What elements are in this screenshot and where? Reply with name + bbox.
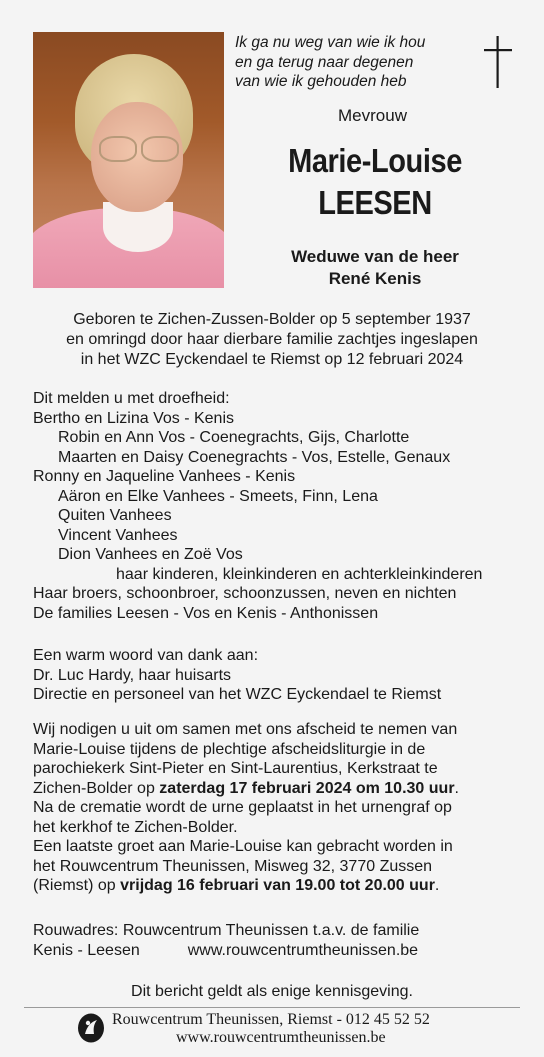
thanks-line: Directie en personeel van het WZC Eyckendael te Riemst: [33, 686, 442, 703]
detail-line: en omringd door haar dierbare familie zachtjes ingeslapen: [66, 331, 478, 348]
family-intro: Dit melden u met droefheid:: [33, 390, 230, 407]
thanks-line: Dr. Luc Hardy, haar huisarts: [33, 666, 232, 684]
cross-icon: [482, 36, 514, 88]
footer-contact: Rouwcentrum Theunissen, Riemst - 012 45 52 52: [112, 1011, 430, 1028]
poem: [235, 33, 475, 92]
invite-text: .: [454, 779, 459, 797]
family-line: Quiten Vanhees: [58, 507, 172, 524]
funeral-invitation: [33, 720, 523, 896]
family-line: Bertho en Lizina Vos - Kenis: [33, 409, 235, 427]
divider: [24, 1007, 520, 1008]
invite-text: .: [434, 877, 440, 894]
family-line: Vincent Vanhees: [58, 526, 178, 544]
visitation-datetime: vrijdag 16 februari van 19.00 tot 20.00 uur: [120, 877, 435, 894]
family-line: Dion Vanhees en Zoë Vos: [58, 546, 243, 563]
thanks-intro: Een warm woord van dank aan:: [33, 647, 259, 664]
family-line: haar kinderen, kleinkinderen en achterkleinkinderen: [116, 565, 483, 583]
poem-line: en ga terug naar degenen: [235, 53, 414, 71]
address-line: [33, 941, 523, 961]
poem-line: van wie ik gehouden heb: [235, 73, 407, 90]
first-name: Marie-Louise: [288, 142, 462, 179]
funeral-home-logo-icon: [76, 1012, 106, 1044]
invite-text: Zichen-Bolder op: [33, 779, 160, 797]
invite-line: Marie-Louise tijdens de plechtige afscheidsliturgie in de: [33, 740, 426, 758]
family-announcement: [33, 389, 523, 623]
thanks-section: [33, 646, 523, 705]
invite-text: (Riemst) op: [33, 877, 121, 894]
deceased-name: [265, 140, 485, 224]
family-line: Maarten en Daisy Coenegrachts - Vos, Estelle, Genaux: [58, 448, 451, 466]
widow-line: René Kenis: [328, 269, 422, 288]
portrait-photo: [33, 32, 224, 288]
poem-line: Ik ga nu weg van wie ik hou: [235, 34, 426, 51]
family-name: Kenis - Leesen: [33, 941, 140, 959]
website-link[interactable]: www.rouwcentrumtheunissen.be: [187, 941, 419, 959]
last-name: LEESEN: [318, 184, 432, 221]
detail-line: Geboren te Zichen-Zussen-Bolder op 5 september 1937: [73, 311, 471, 328]
salutation: Mevrouw: [338, 106, 407, 125]
invite-line: [33, 876, 523, 896]
family-line: De families Leesen - Vos en Kenis - Anthonissen: [33, 604, 379, 622]
invite-line: het kerkhof te Zichen-Bolder.: [33, 818, 238, 836]
address-line: Rouwadres: Rouwcentrum Theunissen t.a.v. de familie: [33, 922, 420, 939]
invite-line: [33, 779, 523, 799]
detail-line: in het WZC Eyckendael te Riemst op 12 februari 2024: [80, 351, 464, 368]
notice-text: Dit bericht geldt als enige kennisgeving.: [131, 983, 413, 1000]
funeral-home-footer: [112, 1011, 430, 1047]
invite-line: het Rouwcentrum Theunissen, Misweg 32, 3770 Zussen: [33, 857, 433, 875]
invite-line: Een laatste groet aan Marie-Louise kan gebracht worden in: [33, 838, 453, 855]
family-line: Robin en Ann Vos - Coenegrachts, Gijs, Charlotte: [58, 429, 410, 446]
mourning-address: [33, 921, 523, 960]
service-datetime: zaterdag 17 februari 2024 om 10.30 uur: [159, 779, 455, 797]
footer-website[interactable]: www.rouwcentrumtheunissen.be: [176, 1029, 386, 1046]
family-line: Ronny en Jaqueline Vanhees - Kenis: [33, 468, 296, 485]
invite-line: Wij nodigen u uit om samen met ons afscheid te nemen van: [33, 721, 458, 738]
widow-line: Weduwe van de heer: [291, 247, 459, 266]
invite-line: Na de crematie wordt de urne geplaatst in het urnengraf op: [33, 799, 452, 816]
family-line: Aäron en Elke Vanhees - Smeets, Finn, Lena: [58, 487, 378, 505]
birth-death-details: [0, 310, 544, 370]
widow-of: [250, 246, 500, 290]
invite-line: parochiekerk Sint-Pieter en Sint-Laurentius, Kerkstraat te: [33, 760, 438, 777]
family-line: Haar broers, schoonbroer, schoonzussen, neven en nichten: [33, 585, 457, 602]
